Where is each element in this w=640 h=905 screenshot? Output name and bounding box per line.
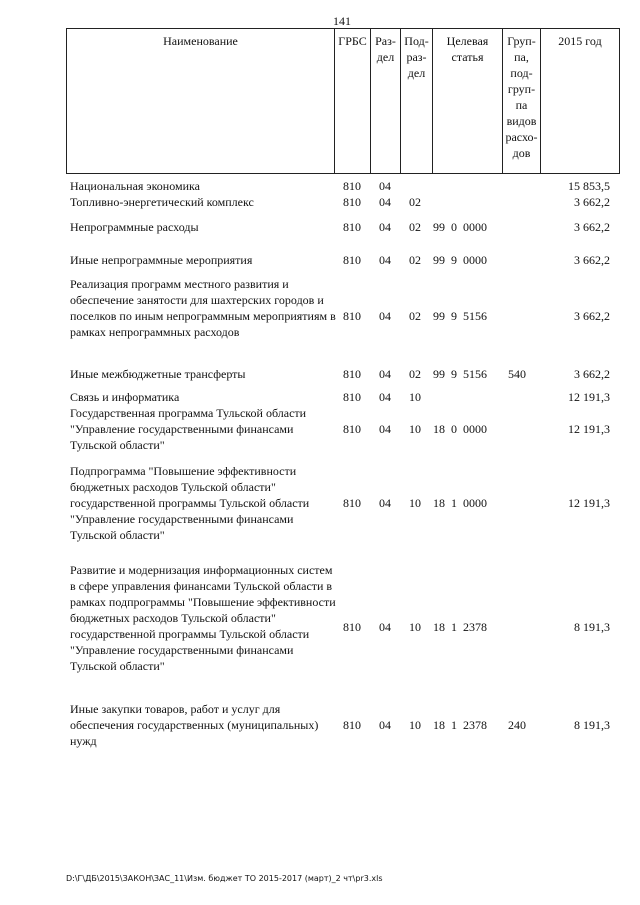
row-sum: 3 662,2 xyxy=(574,253,610,267)
row-celevaya: 18 1 0000 xyxy=(433,496,487,510)
row-sum: 12 191,3 xyxy=(568,422,610,436)
page-number: 141 xyxy=(333,14,351,28)
row-razdel: 04 xyxy=(379,422,391,436)
row-razdel: 04 xyxy=(379,220,391,234)
row-razdel: 04 xyxy=(379,390,391,404)
row-grbs: 810 xyxy=(343,620,361,634)
row-grbs: 810 xyxy=(343,195,361,209)
row-sum: 12 191,3 xyxy=(568,496,610,510)
header-razdel: Раз- дел xyxy=(371,29,401,173)
row-sum: 3 662,2 xyxy=(574,195,610,209)
header-gruppa: Груп- па, под- груп- па видов расхо- дов xyxy=(503,29,541,173)
row-celevaya: 99 9 5156 xyxy=(433,309,487,323)
row-sum: 3 662,2 xyxy=(574,309,610,323)
row-name: Развитие и модернизация информационных систем в сфере управления финансами Тульской области в рамках подпрограммы "Повышение эффективности бюджетных расходов Тульской области" государственной программы Тульской области "Управление государственными финансами Тульской области" xyxy=(70,563,336,673)
row-grbs: 810 xyxy=(343,390,361,404)
row-grbs: 810 xyxy=(343,718,361,732)
row-razdel: 04 xyxy=(379,309,391,323)
row-podrazdel: 10 xyxy=(409,496,421,510)
header-podrazdel: Под- раз- дел xyxy=(401,29,433,173)
row-name: Иные непрограммные мероприятия xyxy=(70,253,253,267)
row-razdel: 04 xyxy=(379,620,391,634)
row-podrazdel: 02 xyxy=(409,253,421,267)
row-sum: 3 662,2 xyxy=(574,367,610,381)
row-podrazdel: 02 xyxy=(409,309,421,323)
table-header xyxy=(66,28,620,174)
row-celevaya: 99 0 0000 xyxy=(433,220,487,234)
row-gruppa: 240 xyxy=(508,718,526,732)
row-celevaya: 18 1 2378 xyxy=(433,620,487,634)
row-name: Связь и информатика xyxy=(70,390,180,404)
row-sum: 3 662,2 xyxy=(574,220,610,234)
header-grbs: ГРБС xyxy=(335,29,371,173)
row-podrazdel: 02 xyxy=(409,195,421,209)
row-razdel: 04 xyxy=(379,496,391,510)
row-name: Подпрограмма "Повышение эффективности бюджетных расходов Тульской области" государственной программы Тульской области "Управление государственными финансами Тульской области" xyxy=(70,464,310,542)
row-sum: 12 191,3 xyxy=(568,390,610,404)
row-podrazdel: 10 xyxy=(409,620,421,634)
row-razdel: 04 xyxy=(379,367,391,381)
row-podrazdel: 10 xyxy=(409,390,421,404)
row-name: Иные межбюджетные трансферты xyxy=(70,367,246,381)
row-name: Непрограммные расходы xyxy=(70,220,199,234)
row-podrazdel: 02 xyxy=(409,367,421,381)
row-celevaya: 18 0 0000 xyxy=(433,422,487,436)
header-name: Наименование xyxy=(67,29,335,173)
row-name: Реализация программ местного развития и обеспечение занятости для шахтерских городов и поселков по иным непрограммным мероприятиям в рамках непрограммных расходов xyxy=(70,277,336,339)
row-name: Топливно-энергетический комплекс xyxy=(70,195,254,209)
row-grbs: 810 xyxy=(343,422,361,436)
row-podrazdel: 02 xyxy=(409,220,421,234)
row-celevaya: 99 9 5156 xyxy=(433,367,487,381)
row-grbs: 810 xyxy=(343,253,361,267)
row-grbs: 810 xyxy=(343,496,361,510)
row-gruppa: 540 xyxy=(508,367,526,381)
row-grbs: 810 xyxy=(343,367,361,381)
row-grbs: 810 xyxy=(343,309,361,323)
row-razdel: 04 xyxy=(379,718,391,732)
file-path-footer: D:\Г\ДБ\2015\ЗАКОН\ЗАС_11\Изм. бюджет ТО 2015-2017 (март)_2 чт\pr3.xls xyxy=(66,874,383,883)
row-razdel: 04 xyxy=(379,253,391,267)
row-razdel: 04 xyxy=(379,195,391,209)
row-name: Национальная экономика xyxy=(70,179,200,193)
row-razdel: 04 xyxy=(379,179,391,193)
row-grbs: 810 xyxy=(343,220,361,234)
row-celevaya: 99 9 0000 xyxy=(433,253,487,267)
header-year: 2015 год xyxy=(558,34,602,48)
row-celevaya: 18 1 2378 xyxy=(433,718,487,732)
row-name: Иные закупки товаров, работ и услуг для обеспечения государственных (муниципальных) нужд xyxy=(70,702,319,748)
row-podrazdel: 10 xyxy=(409,422,421,436)
row-sum: 15 853,5 xyxy=(568,179,610,193)
row-sum: 8 191,3 xyxy=(574,620,610,634)
row-podrazdel: 10 xyxy=(409,718,421,732)
row-sum: 8 191,3 xyxy=(574,718,610,732)
header-celevaya: Целевая статья xyxy=(433,29,503,173)
row-name: Государственная программа Тульской области "Управление государственными финансами Тульской области" xyxy=(70,406,307,452)
row-grbs: 810 xyxy=(343,179,361,193)
